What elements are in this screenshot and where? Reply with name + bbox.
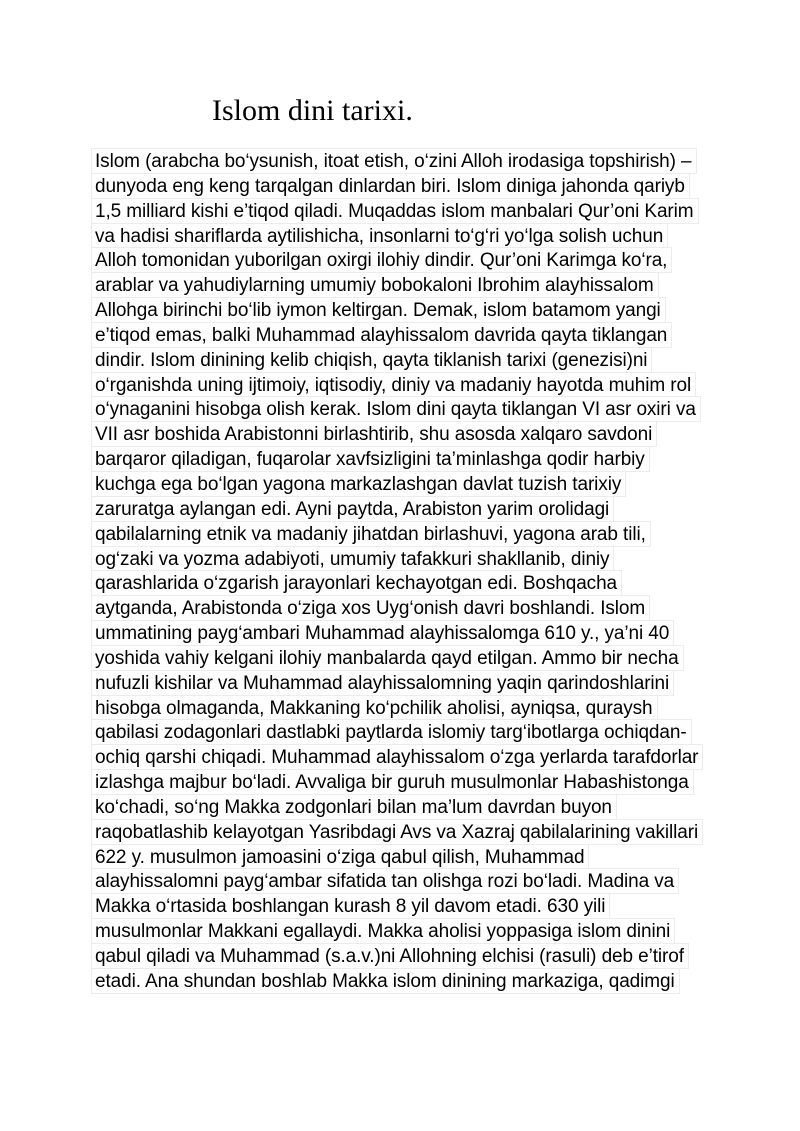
body-paragraph: [95, 148, 703, 994]
text-line: ko‘chadi, so‘ng Makka zodgonlari bilan ma’lum davrdan buyon: [91, 794, 617, 820]
text-line: qabilasi zodagonlari dastlabki paytlarda islomiy targ‘ibotlarga ochiqdan-: [91, 719, 692, 745]
text-line: qabul qiladi va Muhammad (s.a.v.)ni Allohning elchisi (rasuli) deb e’tirof: [91, 943, 689, 969]
text-line: barqaror qiladigan, fuqarolar xavfsizligini ta’minlashga qodir harbiy: [91, 446, 650, 472]
text-line: 622 y. musulmon jamoasini o‘ziga qabul qilish, Muhammad: [91, 844, 589, 870]
text-line: nufuzli kishilar va Muhammad alayhissalomning yaqin qarindoshlarini: [91, 670, 674, 696]
text-line: Islom (arabcha bo‘ysunish, itoat etish, o‘zini Alloh irodasiga topshirish) –: [91, 148, 697, 174]
page-title: Islom dini tarixi.: [212, 94, 413, 127]
text-line: va hadisi shariflarda aytilishicha, insonlarni to‘g‘ri yo‘lga solish uchun: [91, 223, 668, 249]
text-line: yoshida vahiy kelgani ilohiy manbalarda qayd etilgan. Ammo bir necha: [91, 645, 684, 671]
text-line: ummatining payg‘ambari Muhammad alayhissalomga 610 y., ya’ni 40: [91, 620, 674, 646]
text-line: dindir. Islom dinining kelib chiqish, qayta tiklanish tarixi (genezisi)ni: [91, 347, 652, 373]
text-line: zaruratga aylangan edi. Ayni paytda, Arabiston yarim orolidagi: [91, 496, 614, 522]
text-line: alayhissalomni payg‘ambar sifatida tan olishga rozi bo‘ladi. Madina va: [91, 868, 679, 894]
text-line: kuchga ega bo‘lgan yagona markazlashgan davlat tuzish tarixiy: [91, 471, 626, 497]
text-line: Makka o‘rtasida boshlangan kurash 8 yil davom etadi. 630 yili: [91, 893, 610, 919]
text-line: izlashga majbur bo‘ladi. Avvaliga bir guruh musulmonlar Habashistonga: [91, 769, 694, 795]
text-line: VII asr boshida Arabistonni birlashtirib, shu asosda xalqaro savdoni: [91, 421, 657, 447]
text-line: etadi. Ana shundan boshlab Makka islom dinining markaziga, qadimgi: [91, 968, 680, 994]
text-line: hisobga olmaganda, Makkaning ko‘pchilik aholisi, ayniqsa, quraysh: [91, 695, 658, 721]
text-line: musulmonlar Makkani egallaydi. Makka aholisi yoppasiga islom dinini: [91, 918, 675, 944]
text-line: qabilalarning etnik va madaniy jihatdan birlashuvi, yagona arab tili,: [91, 521, 651, 547]
text-line: Alloh tomonidan yuborilgan oxirgi ilohiy dindir. Qur’oni Karimga ko‘ra,: [91, 247, 672, 273]
text-line: raqobatlashib kelayotgan Yasribdagi Avs va Xazraj qabilalarining vakillari: [91, 819, 703, 845]
text-line: Allohga birinchi bo‘lib iymon keltirgan. Demak, islom batamom yangi: [91, 297, 666, 323]
text-line: arablar va yahudiylarning umumiy bobokaloni Ibrohim alayhissalom: [91, 272, 659, 298]
text-line: e’tiqod emas, balki Muhammad alayhissalom davrida qayta tiklangan: [91, 322, 672, 348]
text-line: o‘ynaganini hisobga olish kerak. Islom dini qayta tiklangan VI asr oxiri va: [91, 396, 701, 422]
text-line: o‘rganishda uning ijtimoiy, iqtisodiy, diniy va madaniy hayotda muhim rol: [91, 372, 696, 398]
text-line: 1,5 milliard kishi e’tiqod qiladi. Muqaddas islom manbalari Qur’oni Karim: [91, 198, 699, 224]
text-line: dunyoda eng keng tarqalgan dinlardan biri. Islom diniga jahonda qariyb: [91, 173, 690, 199]
text-line: ochiq qarshi chiqadi. Muhammad alayhissalom o‘zga yerlarda tarafdorlar: [91, 744, 703, 770]
text-line: og‘zaki va yozma adabiyoti, umumiy tafakkuri shakllanib, diniy: [91, 546, 614, 572]
text-line: qarashlarida o‘zgarish jarayonlari kechayotgan edi. Boshqacha: [91, 570, 622, 596]
text-line: aytganda, Arabistonda o‘ziga xos Uyg‘onish davri boshlandi. Islom: [91, 595, 650, 621]
